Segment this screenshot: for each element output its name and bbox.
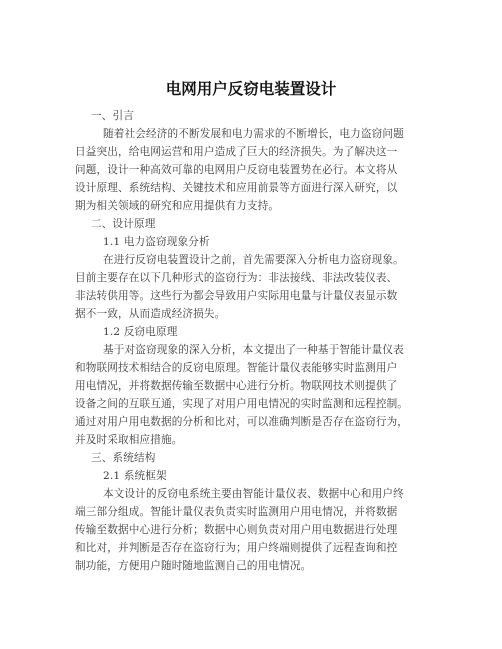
paragraph-line: 设备之间的互联互通，实现了对用户用电情况的实时监测和远程控制。 [75, 398, 409, 410]
paragraph-line: 据不一致，从而造成经济损失。 [75, 308, 226, 320]
paragraph-line: 日益突出，给电网运营和用户造成了巨大的经济损失。为了解决这一 [75, 146, 398, 158]
paragraph-line: 制功能，方便用户随时随地监测自己的用电情况。 [75, 560, 312, 572]
paragraph-line: 目前主要存在以下几种形式的盗窃行为：非法接线、非法改装仪表、 [75, 272, 398, 284]
paragraph-line: 通过对用户用电数据的分析和比对，可以准确判断是否存在盗窃行为， [75, 416, 409, 428]
paragraph-line: 基于对盗窃现象的深入分析，本文提出了一种基于智能计量仪表 [103, 344, 404, 356]
paragraph-line: 和物联网技术相结合的反窃电原理。智能计量仪表能够实时监测用户 [75, 362, 398, 374]
paragraph-line: 并及时采取相应措施。 [75, 434, 183, 446]
subheading-system-framework: 2.1 系统框架 [103, 470, 167, 482]
paragraph-line: 设计原理、系统结构、关键技术和应用前景等方面进行深入研究，以 [75, 182, 398, 194]
subheading-anti-theft-principle: 1.2 反窃电原理 [103, 326, 178, 338]
paragraph-line: 传输至数据中心进行分析；数据中心则负责对用户用电数据进行处理 [75, 524, 398, 536]
subheading-theft-analysis: 1.1 电力盗窃现象分析 [103, 236, 210, 248]
paragraph-line: 期为相关领域的研究和应用提供有力支持。 [75, 200, 280, 212]
paragraph-line: 问题，设计一种高效可靠的电网用户反窃电装置势在必行。本文将从 [75, 164, 398, 176]
paragraph-line: 非法转供用等。这些行为都会导致用户实际用电量与计量仪表显示数 [75, 290, 398, 302]
document-title: 电网用户反窃电装置设计 [165, 80, 337, 98]
paragraph-line: 本文设计的反窃电系统主要由智能计量仪表、数据中心和用户终 [103, 488, 404, 500]
heading-introduction: 一、引言 [91, 110, 134, 122]
heading-design-principle: 二、设计原理 [91, 218, 156, 230]
paragraph-line: 和比对，并判断是否存在盗窃行为；用户终端则提供了远程查询和控 [75, 542, 398, 554]
paragraph-line: 端三部分组成。智能计量仪表负责实时监测用户用电情况，并将数据 [75, 506, 398, 518]
paragraph-line: 在进行反窃电装置设计之前，首先需要深入分析电力盗窃现象。 [103, 254, 404, 266]
heading-system-structure: 三、系统结构 [91, 452, 156, 464]
paragraph-line: 用电情况，并将数据传输至数据中心进行分析。物联网技术则提供了 [75, 380, 398, 392]
paragraph-line: 随着社会经济的不断发展和电力需求的不断增长，电力盗窃问题 [103, 128, 404, 140]
